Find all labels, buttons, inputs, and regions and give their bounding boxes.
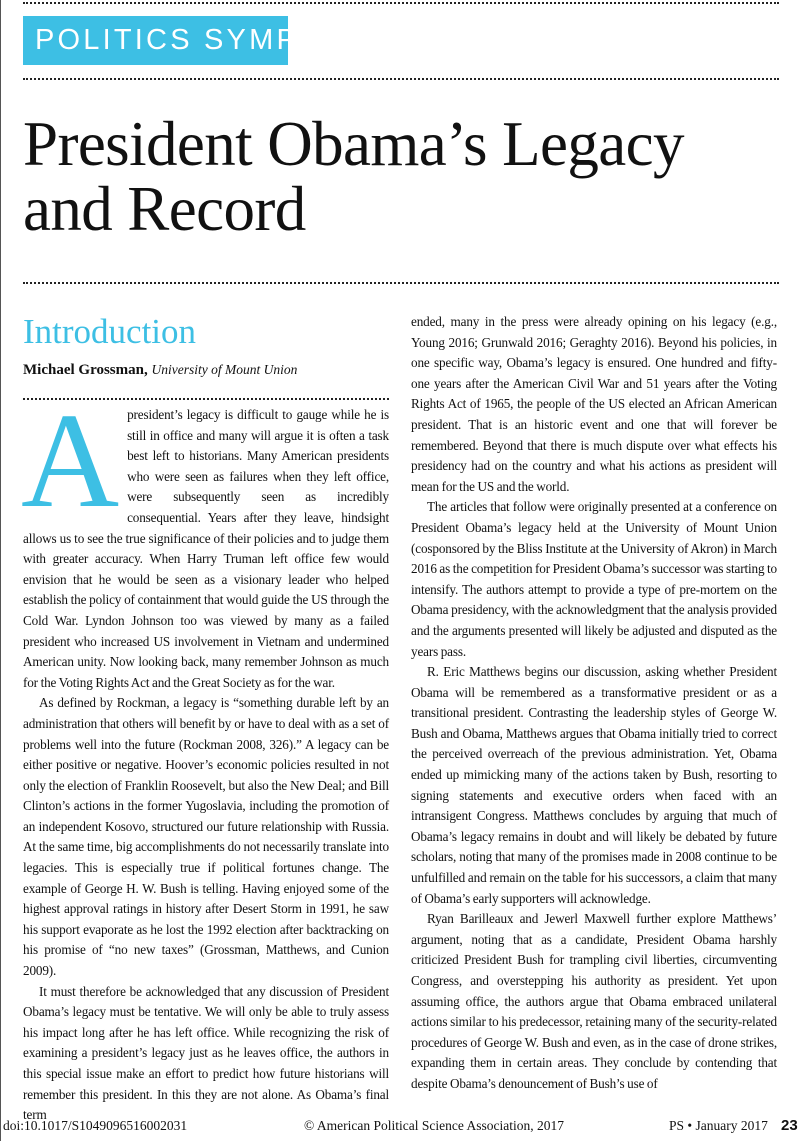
title-rule [23, 282, 779, 284]
author-affiliation: University of Mount Union [151, 362, 298, 377]
doi: doi:10.1017/S1049096516002031 [3, 1118, 188, 1133]
article-title [23, 109, 783, 244]
right-column [411, 312, 777, 1095]
drop-cap: A [21, 386, 120, 536]
paragraph: The articles that follow were originally presented at a conference on President Obama’s legacy held at the University of Mount Union (cosponsored by the Bliss Institute at the University of Akron) in March 2016 as the competition for President Obama’s successor was starting to intensify. The authors attempt to provide a type of pre-mortem on the Obama presidency, with the acknowledgment that the analysis provided and the arguments presented will likely be adjusted and disputed as the years pass. [411, 499, 777, 659]
paragraph: R. Eric Matthews begins our discussion, asking whether President Obama will be remembered as a transformative president or as a transitional president. Contrasting the leadership styles of George W. Bush and Obama, Matthews argues that Obama initially tried to correct the perceived overreach of the previous administration. Yet, Obama ended up mimicking many of the actions taken by Bush, resorting to signing statements and executive orders when faced with an intransigent Congress. Matthews concludes by arguing that much of Obama’s legacy remains in doubt and will likely be debated by future scholars, noting that many of the promises made in 2008 continue to be unfulfilled and remain on the table for his successors, a claim that many of Obama’s early supporters will acknowledge. [411, 664, 777, 906]
paragraph: Ryan Barilleaux and Jewerl Maxwell further explore Matthews’ argument, noting that as a candidate, President Obama harshly criticized President Bush for trampling civil liberties, circumventing Congress, and overstepping his authority as president. Yet upon assuming office, the authors argue that Obama embraced unilateral actions similar to his predecessor, retaining many of the security-related procedures of George W. Bush and even, as in the case of drone strikes, expanding them in certain areas. They conclude by contending that despite Obama’s denouncement of Bush’s use of [411, 911, 777, 1091]
page-number: 23 [781, 1117, 798, 1134]
section-badge: POLITICS SYMPOSIUM [23, 16, 288, 65]
header-rule [23, 78, 779, 80]
left-column [21, 386, 389, 1126]
author-name: Michael Grossman, [23, 362, 148, 378]
journal-issue: PS • January 2017 [669, 1118, 768, 1133]
paragraph: president’s legacy is difficult to gauge while he is still in office and many will argue it is often a task best left to historians. Many American presidents who were seen as failures when they left office, were subsequently seen as incredibly consequential. Years after they leave, hindsight allows us to see the true significance of their policies and to judge them with greater accuracy. When Harry Truman left office few would envision that he would be seen as a visionary leader who helped establish the policy of containment that would guide the US through the Cold War. Lyndon Johnson too was viewed by many as a failed president who increased US involvement in Vietnam and undermined American unity. Now looking back, many remember Johnson as much for the Voting Rights Act and the Great Society as for the war. [23, 407, 389, 690]
title-line-1: President Obama’s Legacy [23, 109, 684, 179]
paragraph: ended, many in the press were already opining on his legacy (e.g., Young 2016; Grunwald 2016; Geraghty 2016). Beyond his policies, in one specific way, Obama’s legacy is ensured. One hundred and fifty-one years after the American Civil War and 51 years after the Voting Rights Act of 1965, the people of the US elected an African American president. That is an historic event and one that will forever be remembered. Beyond that there is much dispute over what effects his presidency had on the country and what his actions as president will mean for the US and the world. [411, 314, 777, 494]
paragraph: It must therefore be acknowledged that any discussion of President Obama’s legacy must be tentative. We will only be able to truly assess his impact long after he has left office. While recognizing the risk of examining a president’s legacy just as he leaves office, the authors in this special issue make an effort to predict how future historians will remember this president. In this they are not alone. As Obama’s final term [23, 983, 389, 1123]
section-heading: Introduction [23, 312, 197, 351]
copyright: © American Political Science Association, 2017 [304, 1118, 564, 1133]
author-line [23, 362, 297, 379]
paragraph: As defined by Rockman, a legacy is “something durable left by an administration that others will benefit by or have to deal with as a set of problems well into the future (Rockman 2008, 326).” A legacy can be either positive or negative. Hoover’s economic policies resulted in not only the election of Franklin Roosevelt, but also the New Deal; and Bill Clinton’s actions in the former Yugoslavia, including the promotion of an independent Kosovo, structured our future relationship with Russia. At the same time, big accomplishments do not necessarily translate into legacies. This is especially true if political fortunes change. The example of George H. W. Bush is telling. Having enjoyed some of the highest approval ratings in history after Desert Storm in 1991, he saw his support evaporate as he lost the 1992 election after backtracking on his promise of “no new taxes” (Grossman, Matthews, and Cunion 2009). [23, 695, 389, 979]
title-line-2: and Record [23, 174, 306, 244]
page-footer [1, 1118, 800, 1138]
top-rule [23, 2, 779, 4]
